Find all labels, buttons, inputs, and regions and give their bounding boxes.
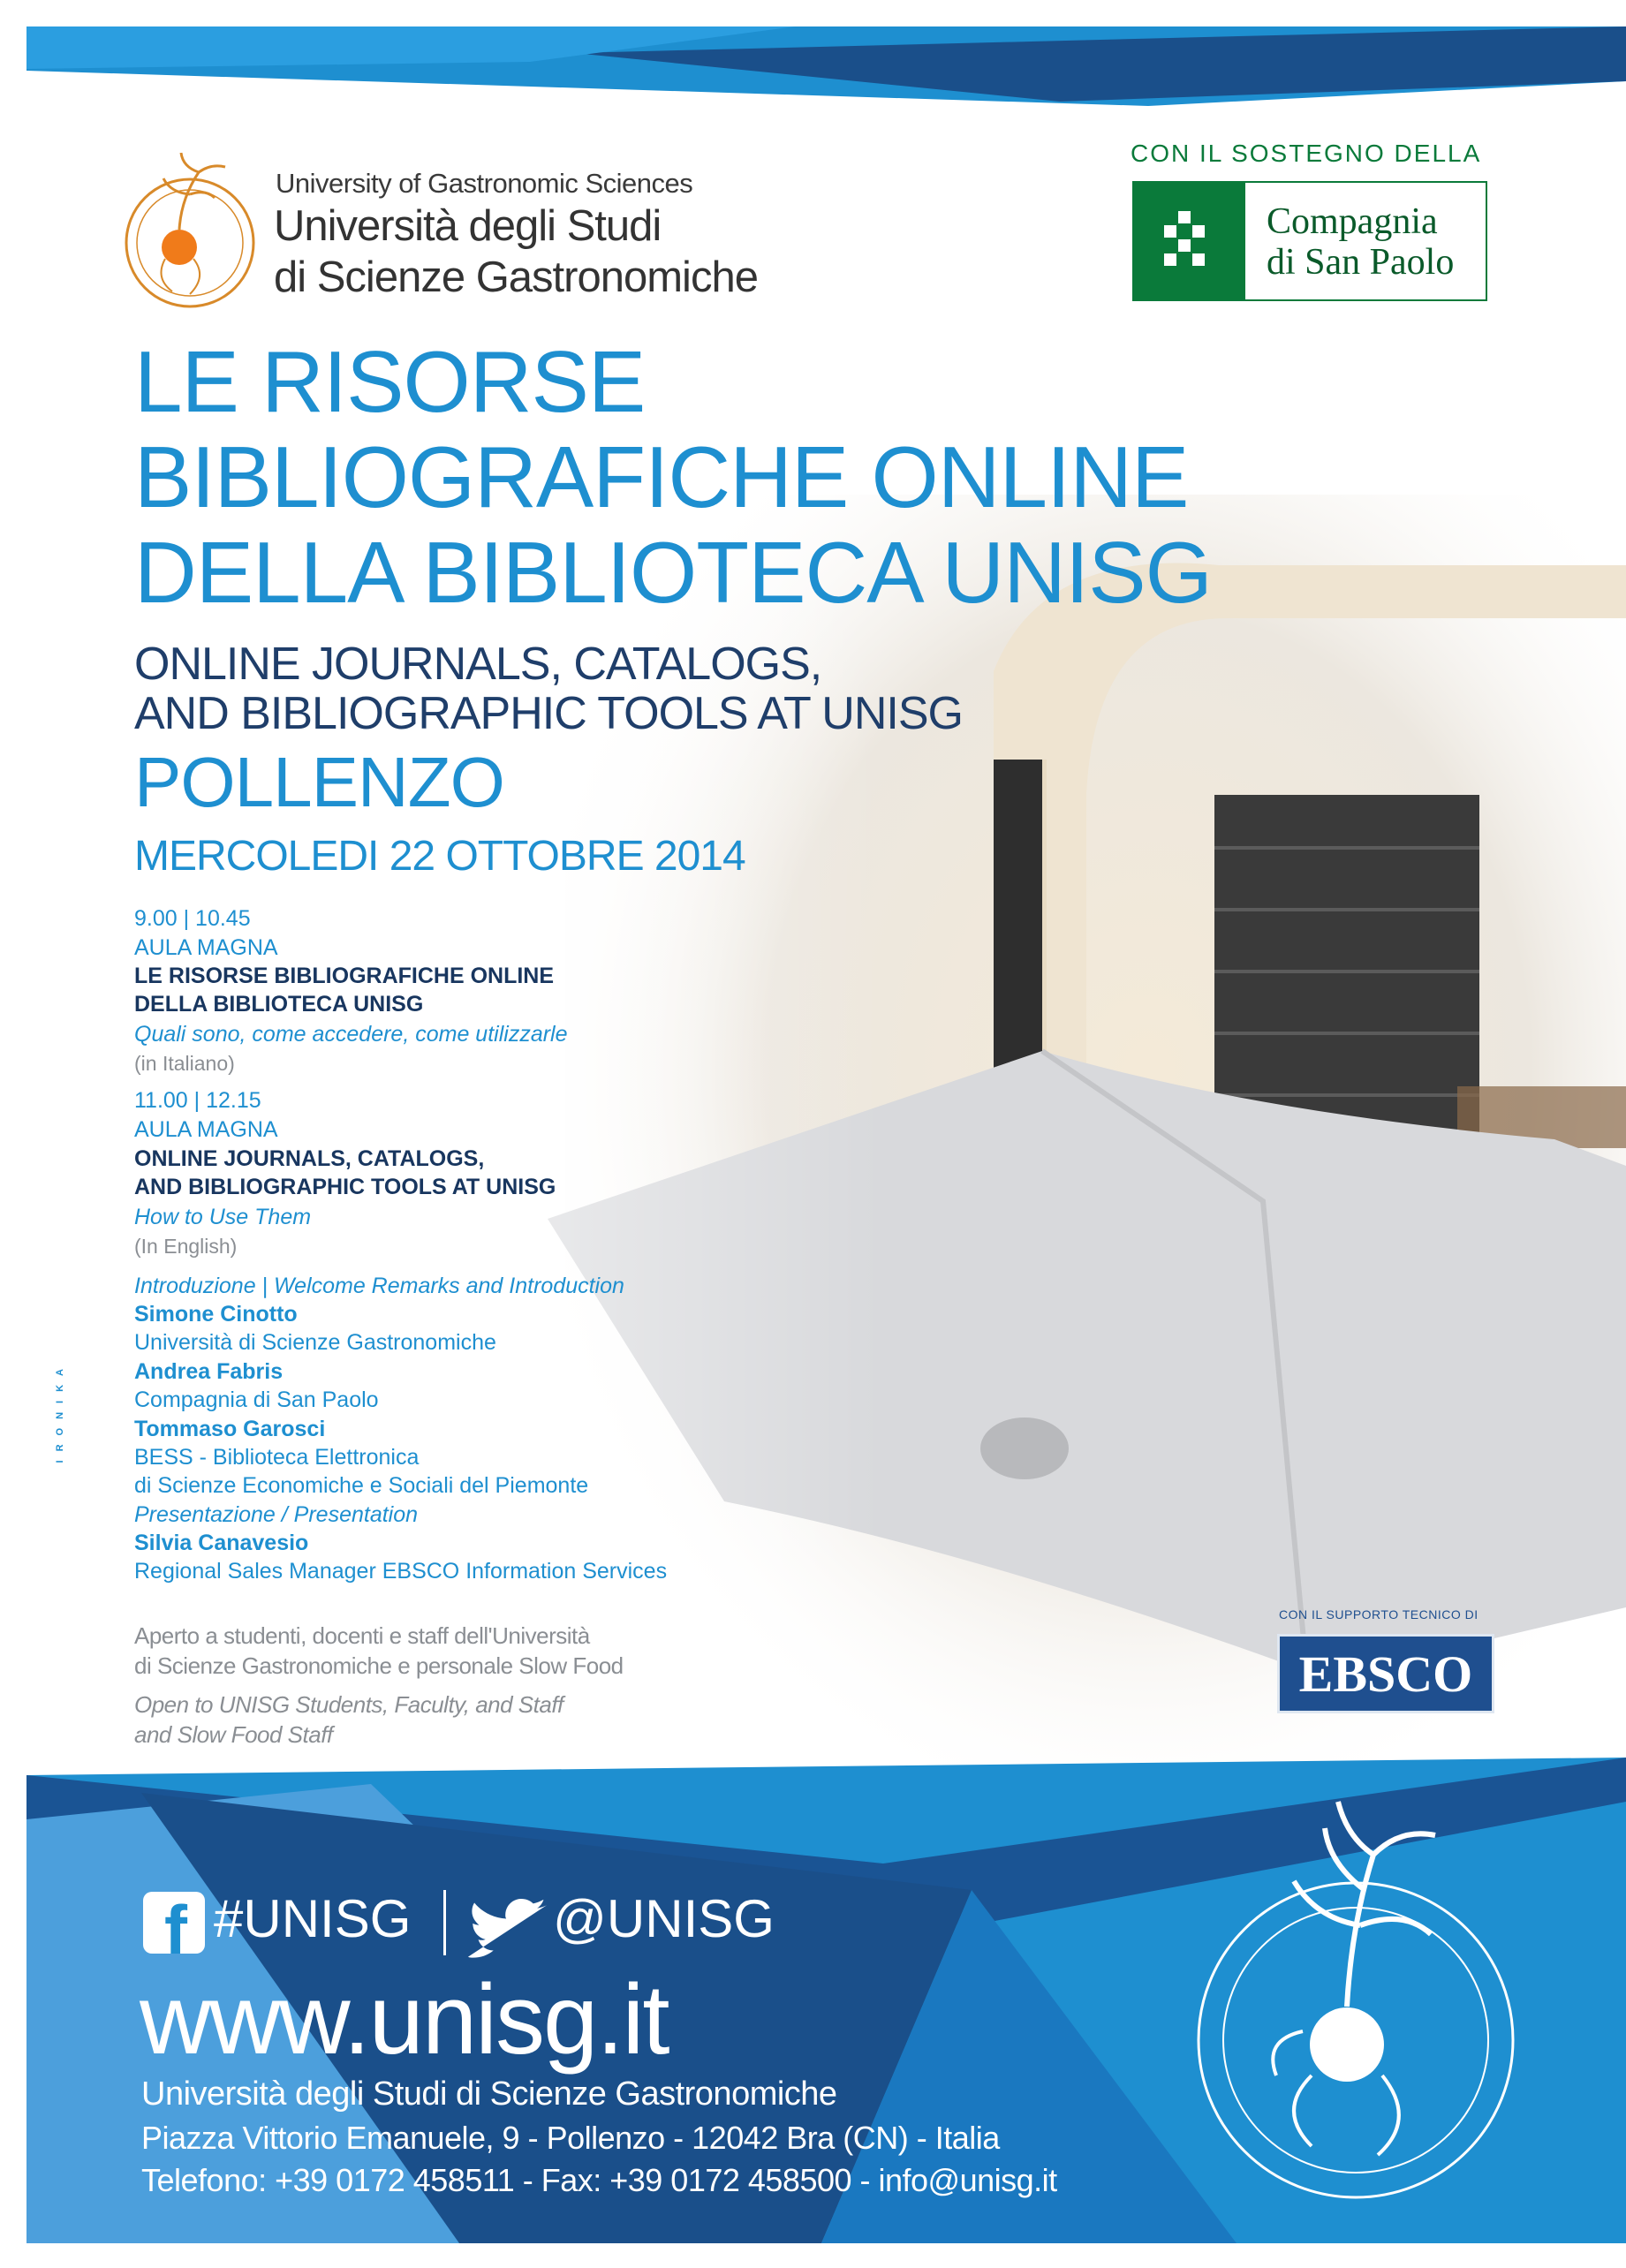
- university-name-it-line2: di Scienze Gastronomiche: [274, 253, 758, 301]
- footer-contacts: Telefono: +39 0172 458511 - Fax: +39 0172 458500 - info@unisg.it: [141, 2162, 1057, 2198]
- session1-language: (in Italiano): [134, 1052, 235, 1075]
- website-link[interactable]: www.unisg.it: [140, 1964, 669, 2075]
- footer-org-name: Università degli Studi di Scienze Gastronomiche: [141, 2075, 837, 2113]
- sponsor-name-line1: Compagnia: [1267, 201, 1438, 242]
- session2-room: AULA MAGNA: [134, 1117, 278, 1142]
- session2-language: (In English): [134, 1235, 238, 1258]
- speaker2-affiliation: Compagnia di San Paolo: [134, 1387, 379, 1412]
- session2-time: 11.00 | 12.15: [134, 1088, 261, 1113]
- sponsor-label: CON IL SOSTEGNO DELLA: [1131, 140, 1482, 167]
- university-name-it-line1: Università degli Studi: [274, 202, 662, 250]
- event-date: MERCOLEDI 22 OTTOBRE 2014: [134, 833, 745, 880]
- speaker2-name: Andrea Fabris: [134, 1359, 284, 1384]
- speaker4-name: Silvia Canavesio: [134, 1531, 309, 1555]
- ebsco-logo: [1277, 1634, 1494, 1713]
- university-name-en: University of Gastronomic Sciences: [276, 168, 693, 199]
- subtitle-line2: AND BIBLIOGRAPHIC TOOLS AT UNISG: [134, 688, 963, 739]
- audience-en-line2: and Slow Food Staff: [134, 1721, 333, 1748]
- footer-address: Piazza Vittorio Emanuele, 9 - Pollenzo - 12042 Bra (CN) - Italia: [141, 2120, 1000, 2156]
- facebook-icon[interactable]: f: [143, 1892, 205, 1954]
- session2-description: How to Use Them: [134, 1205, 312, 1229]
- session1-description: Quali sono, come accedere, come utilizzarle: [134, 1022, 568, 1047]
- title-line2: BIBLIOGRAFICHE ONLINE: [134, 428, 1189, 525]
- event-place: POLLENZO: [134, 743, 504, 821]
- audience-en-line1: Open to UNISG Students, Faculty, and Staff: [134, 1691, 563, 1718]
- unisg-seal-large: [1179, 1775, 1532, 2234]
- ebsco-logo-text: EBSCO: [1298, 1644, 1473, 1703]
- speaker4-affiliation: Regional Sales Manager EBSCO Information Services: [134, 1559, 668, 1584]
- session2-title-line2: AND BIBLIOGRAPHIC TOOLS AT UNISG: [134, 1175, 556, 1199]
- session2-title-line1: ONLINE JOURNALS, CATALOGS,: [134, 1146, 485, 1171]
- presentation-label: Presentazione / Presentation: [134, 1502, 419, 1527]
- unisg-seal-logo: [119, 146, 261, 314]
- twitter-icon[interactable]: [466, 1899, 548, 1962]
- social-divider: [443, 1890, 446, 1955]
- side-credit: IRONIKA: [55, 1360, 65, 1463]
- audience-it-line2: di Scienze Gastronomiche e personale Slow Food: [134, 1652, 624, 1679]
- tech-support-label: CON IL SUPPORTO TECNICO DI: [1279, 1607, 1479, 1622]
- speaker3-affiliation-line2: di Scienze Economiche e Sociali del Piemonte: [134, 1473, 589, 1498]
- session1-title-line2: DELLA BIBLIOTECA UNISG: [134, 992, 424, 1017]
- title-line1: LE RISORSE: [134, 333, 646, 430]
- speaker1-name: Simone Cinotto: [134, 1302, 298, 1327]
- subtitle-line1: ONLINE JOURNALS, CATALOGS,: [134, 639, 822, 690]
- sponsor-name-line2: di San Paolo: [1267, 242, 1455, 283]
- speaker1-affiliation: Università di Scienze Gastronomiche: [134, 1330, 496, 1355]
- sponsor-logo: [1132, 181, 1487, 301]
- twitter-tag[interactable]: @UNISG: [553, 1889, 775, 1948]
- session1-room: AULA MAGNA: [134, 935, 278, 960]
- speaker3-affiliation-line1: BESS - Biblioteca Elettronica: [134, 1445, 420, 1470]
- title-line3: DELLA BIBLIOTECA UNISG: [134, 524, 1212, 621]
- speaker3-name: Tommaso Garosci: [134, 1417, 326, 1441]
- sponsor-logo-mark: [1134, 183, 1245, 299]
- intro-label: Introduzione | Welcome Remarks and Introduction: [134, 1274, 624, 1298]
- audience-it-line1: Aperto a studenti, docenti e staff dell'Università: [134, 1622, 590, 1649]
- session1-time: 9.00 | 10.45: [134, 906, 251, 931]
- facebook-tag[interactable]: #UNISG: [214, 1889, 412, 1948]
- session1-title-line1: LE RISORSE BIBLIOGRAFICHE ONLINE: [134, 964, 555, 988]
